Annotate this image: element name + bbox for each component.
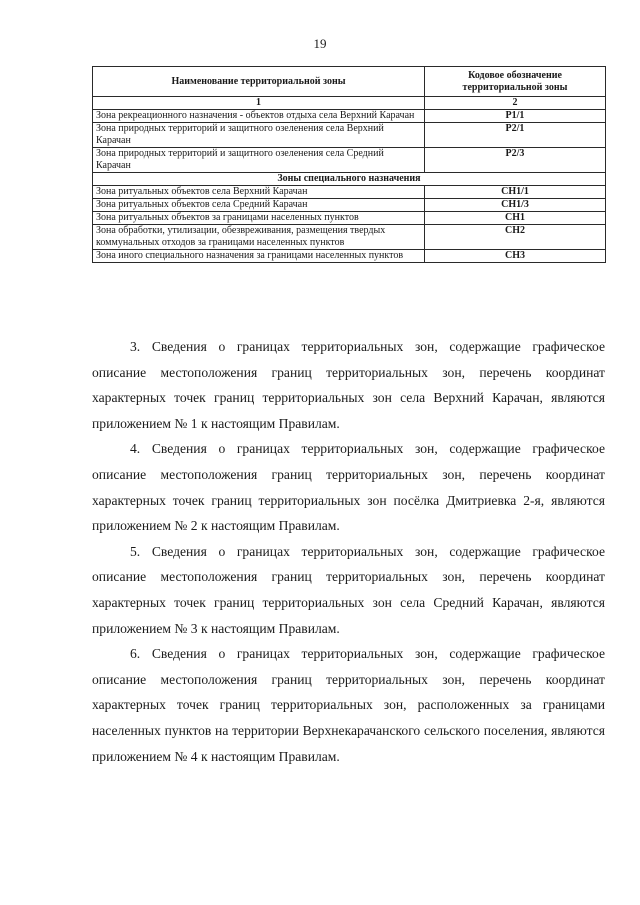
zone-code: СН1/3 — [425, 199, 606, 212]
page-number: 19 — [313, 36, 327, 51]
table-row — [93, 250, 606, 263]
zone-code: СН1/1 — [425, 186, 606, 199]
zone-name: Зона ритуальных объектов села Верхний Карачан — [93, 186, 425, 199]
zone-name: Зона ритуальных объектов села Средний Карачан — [93, 199, 425, 212]
zone-name: Зона природных территорий и защитного озеленения села Средний Карачан — [93, 148, 425, 173]
zone-name: Зона природных территорий и защитного озеленения села Верхний Карачан — [93, 123, 425, 148]
zone-code: СН2 — [425, 225, 606, 250]
column-number: 1 — [93, 97, 425, 110]
header-zone-code: Кодовое обозначение территориальной зоны — [425, 67, 606, 97]
table-row — [93, 199, 606, 212]
table-row — [93, 123, 606, 148]
body-text — [92, 334, 605, 769]
zone-code: Р2/3 — [425, 148, 606, 173]
table-row — [93, 212, 606, 225]
section-row — [93, 173, 606, 186]
table-row — [93, 225, 606, 250]
zone-name: Зона обработки, утилизации, обезвреживания, размещения твердых коммунальных отходов за границами населенных пунктов — [93, 225, 425, 250]
column-number-row — [93, 97, 606, 110]
paragraph-3: 3. Сведения о границах территориальных зон, содержащие графическое описание местоположения границ территориальных зон, перечень координат характерных точек границ территориальных зон села Верхний Карачан, являются приложением № 1 к настоящим Правилам. — [92, 339, 605, 431]
zone-name: Зона ритуальных объектов за границами населенных пунктов — [93, 212, 425, 225]
table-row — [93, 148, 606, 173]
paragraph-6: 6. Сведения о границах территориальных зон, содержащие графическое описание местоположения границ территориальных зон, перечень координат характерных точек границ территориальных зон, расположенных за границами населенных пунктов на территории Верхнекарачанского сельского поселения, являются приложением № 4 к настоящим Правилам. — [92, 646, 605, 764]
zone-name: Зона иного специального назначения за границами населенных пунктов — [93, 250, 425, 263]
section-title: Зоны специального назначения — [93, 173, 606, 186]
zone-code: СН1 — [425, 212, 606, 225]
header-zone-name: Наименование территориальной зоны — [93, 67, 425, 97]
zone-code: Р2/1 — [425, 123, 606, 148]
zone-code: СН3 — [425, 250, 606, 263]
zone-name: Зона рекреационного назначения - объектов отдыха села Верхний Карачан — [93, 110, 425, 123]
table-header-row — [93, 67, 606, 97]
zones-table — [92, 66, 606, 263]
table-row — [93, 186, 606, 199]
paragraph-4: 4. Сведения о границах территориальных зон, содержащие графическое описание местоположения границ территориальных зон, перечень координат характерных точек границ территориальных зон посёлка Дмитриевка 2-я, являются приложением № 2 к настоящим Правилам. — [92, 441, 605, 534]
paragraph-5: 5. Сведения о границах территориальных зон, содержащие графическое описание местоположения границ территориальных зон, перечень координат характерных точек границ территориальных зон села Средний Карачан, являются приложением № 3 к настоящим Правилам. — [92, 543, 605, 636]
zone-code: Р1/1 — [425, 110, 606, 123]
table-row — [93, 110, 606, 123]
column-number: 2 — [425, 97, 606, 110]
